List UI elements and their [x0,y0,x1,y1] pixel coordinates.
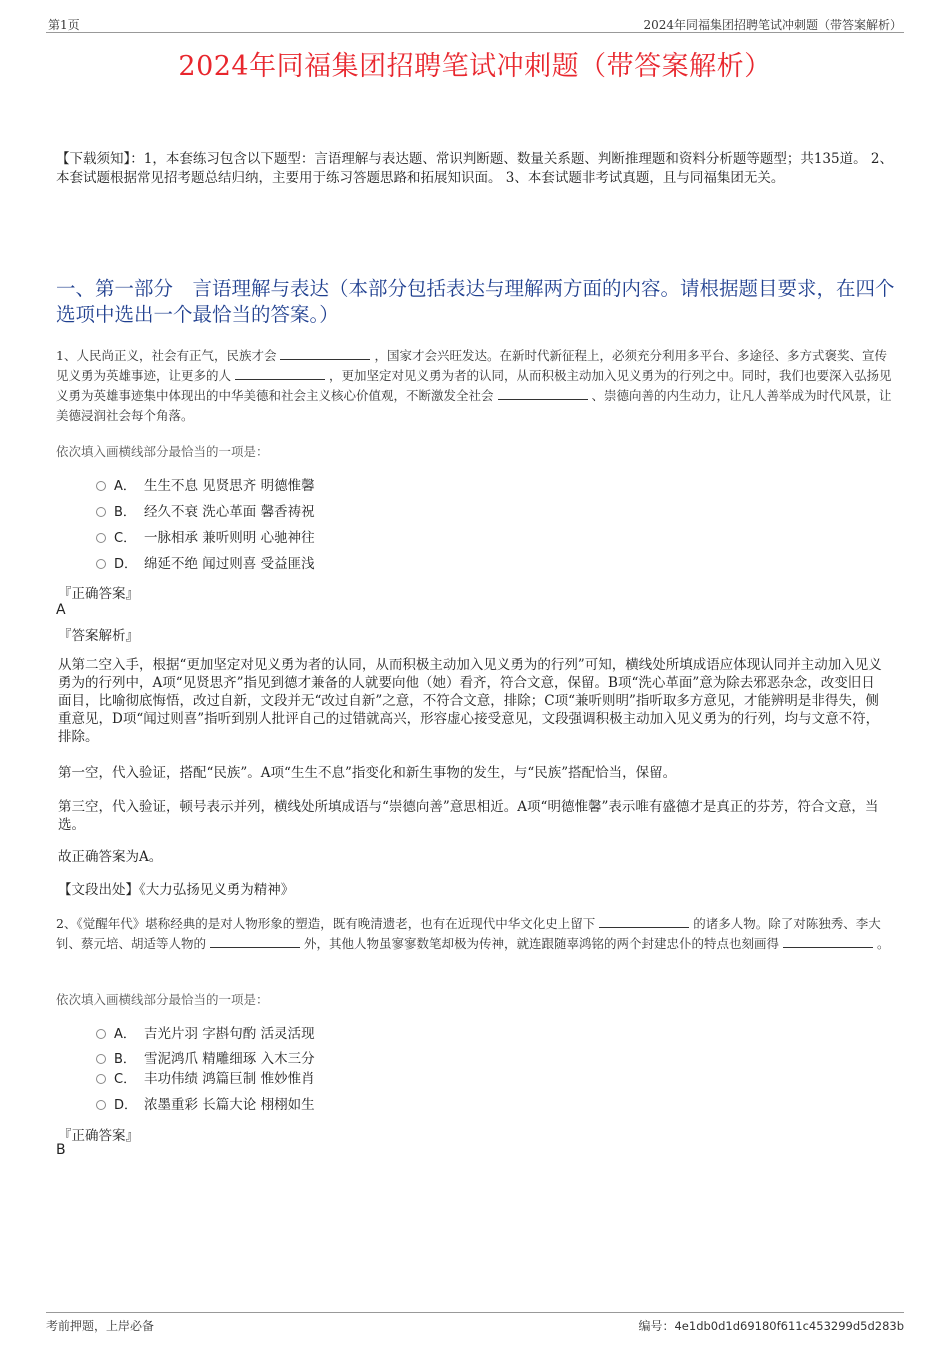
question-2-option-a[interactable]: A． 吉光片羽 字斟句酌 活灵活现 [96,1024,315,1044]
question-2-part-1: 2、《觉醒年代》堪称经典的是对人物形象的塑造，既有晚清遗老，也有在近现代中华文化史上留下 [56,916,596,931]
question-1-part-3: ，更加坚定对见义勇为者的认同，从而积极主动加入见义勇为的行列之中。同时，我们也要深入弘扬见义勇为英雄事迹集中体现出的中华美德和社会主义核心价值观，不断激发全社会 [56,368,892,403]
radio-icon[interactable] [96,1054,106,1064]
analysis-paragraph: 第三空，代入验证，顿号表示并列，横线处所填成语与“崇德向善”意思相近。A项“明德惟馨”表示唯有盛德才是真正的芬芳，符合文意，当选。 [58,799,879,833]
question-1-part-4: 、崇德向善的内生动力，让凡人善举成为时代风景，让美德浸润社会每个角落。 [56,388,892,423]
question-1-option-b[interactable]: B． 经久不衰 洗心革面 馨香祷祝 [96,502,315,522]
question-2-option-b[interactable]: B． 雪泥鸿爪 精雕细琢 入木三分 [96,1049,315,1069]
correct-answer-label: 『正确答案』 [58,1128,139,1144]
radio-icon[interactable] [96,1029,106,1039]
document-code-value: 4e1db0d1d69180f611c453299d5d283b [674,1319,904,1333]
radio-icon[interactable] [96,1074,106,1084]
question-2-part-3: 外，其他人物虽寥寥数笔却极为传神，就连跟随辜鸿铭的两个封建忠仆的特点也刻画得 [304,936,780,951]
page-number: 第1页 [48,18,80,32]
passage-source: 【文段出处】《大力弘扬见义勇为精神》 [58,882,295,898]
analysis-paragraph: 从第二空入手，根据“更加坚定对见义勇为者的认同，从而积极主动加入见义勇为的行列”可知，横线处所填成语应体现认同并主动加入见义勇为的行列中，A项“见贤思齐”指见到德才兼备的人就要向他（她）看齐，符合文意，保留。B项“洗心革面”意为除去邪恶杂念，改变旧日面目，比喻彻底悔悟，改过自新，文段并无“改过自新”之意，不符合文意，排除；C项“兼听则明”指听取多方意见，才能辨明是非得失，侧重意见，D项“闻过则喜”指听到别人批评自己的过错就高兴，形容虚心接受意见，文段强调积极主动加入见义勇为的行列，均与文意不符，排除。 [58,657,882,745]
question-1-option-d[interactable]: D． 绵延不绝 闻过则喜 受益匪浅 [96,554,315,574]
question-1-text [56,346,896,426]
radio-icon[interactable] [96,481,106,491]
footer-slogan: 考前押题，上岸必备 [46,1319,155,1333]
fill-blank [498,387,588,400]
correct-answer: B [56,1142,66,1158]
document-code [638,1317,904,1334]
question-2-part-4: 。 [877,936,890,951]
document-code-label: 编号： [638,1319,675,1333]
analysis-label: 『答案解析』 [58,628,139,644]
correct-answer: A [56,602,66,618]
radio-icon[interactable] [96,507,106,517]
question-2-prompt: 依次填入画横线部分最恰当的一项是： [56,992,269,1007]
fill-blank [280,347,370,360]
radio-icon[interactable] [96,533,106,543]
question-1-part-2: ，国家才会兴旺发达。在新时代新征程上，必须充分利用多平台、多途径、多方式褒奖、宣传见义勇为英雄事迹，让更多的人 [56,348,887,383]
question-1-option-c[interactable]: C． 一脉相承 兼听则明 心驰神往 [96,528,315,548]
fill-blank [210,935,300,948]
page-footer [46,1312,904,1333]
analysis-paragraph: 第一空，代入验证，搭配“民族”。A项“生生不息”指变化和新生事物的发生，与“民族”搭配恰当，保留。 [58,765,677,781]
header-doc-title: 2024年同福集团招聘笔试冲刺题（带答案解析） [643,18,902,32]
document-title: 2024年同福集团招聘笔试冲刺题（带答案解析） [178,51,772,82]
correct-answer-label: 『正确答案』 [58,586,139,602]
section-title: 一、第一部分 言语理解与表达（本部分包括表达与理解两方面的内容。请根据题目要求，在四个选项中选出一个最恰当的答案。） [56,277,895,326]
fill-blank [599,915,689,928]
question-2-option-c[interactable]: C． 丰功伟绩 鸿篇巨制 惟妙惟肖 [96,1069,315,1089]
download-notice: 【下载须知】：1，本套练习包含以下题型：言语理解与表达题、常识判断题、数量关系题、判断推理题和资料分析题等题型；共135道。 2、本套试题根据常见招考题总结归纳，主要用于练习答题思路和拓展知识面。 3、本套试题非考试真题，且与同福集团无关。 [56,151,893,186]
question-2-option-d[interactable]: D． 浓墨重彩 长篇大论 栩栩如生 [96,1095,315,1115]
page-header [46,14,904,33]
question-1-part-1: 1、人民尚正义，社会有正气，民族才会 [56,348,277,363]
radio-icon[interactable] [96,1100,106,1110]
fill-blank [235,367,325,380]
question-2-part-2: 的诸多人物。除了对陈独秀、李大钊、蔡元培、胡适等人物的 [56,916,881,951]
question-1-prompt: 依次填入画横线部分最恰当的一项是： [56,444,269,459]
analysis-conclusion: 故正确答案为A。 [58,849,163,865]
fill-blank [783,935,873,948]
question-1-option-a[interactable]: A． 生生不息 见贤思齐 明德惟馨 [96,476,315,496]
question-2-text [56,914,896,954]
radio-icon[interactable] [96,559,106,569]
